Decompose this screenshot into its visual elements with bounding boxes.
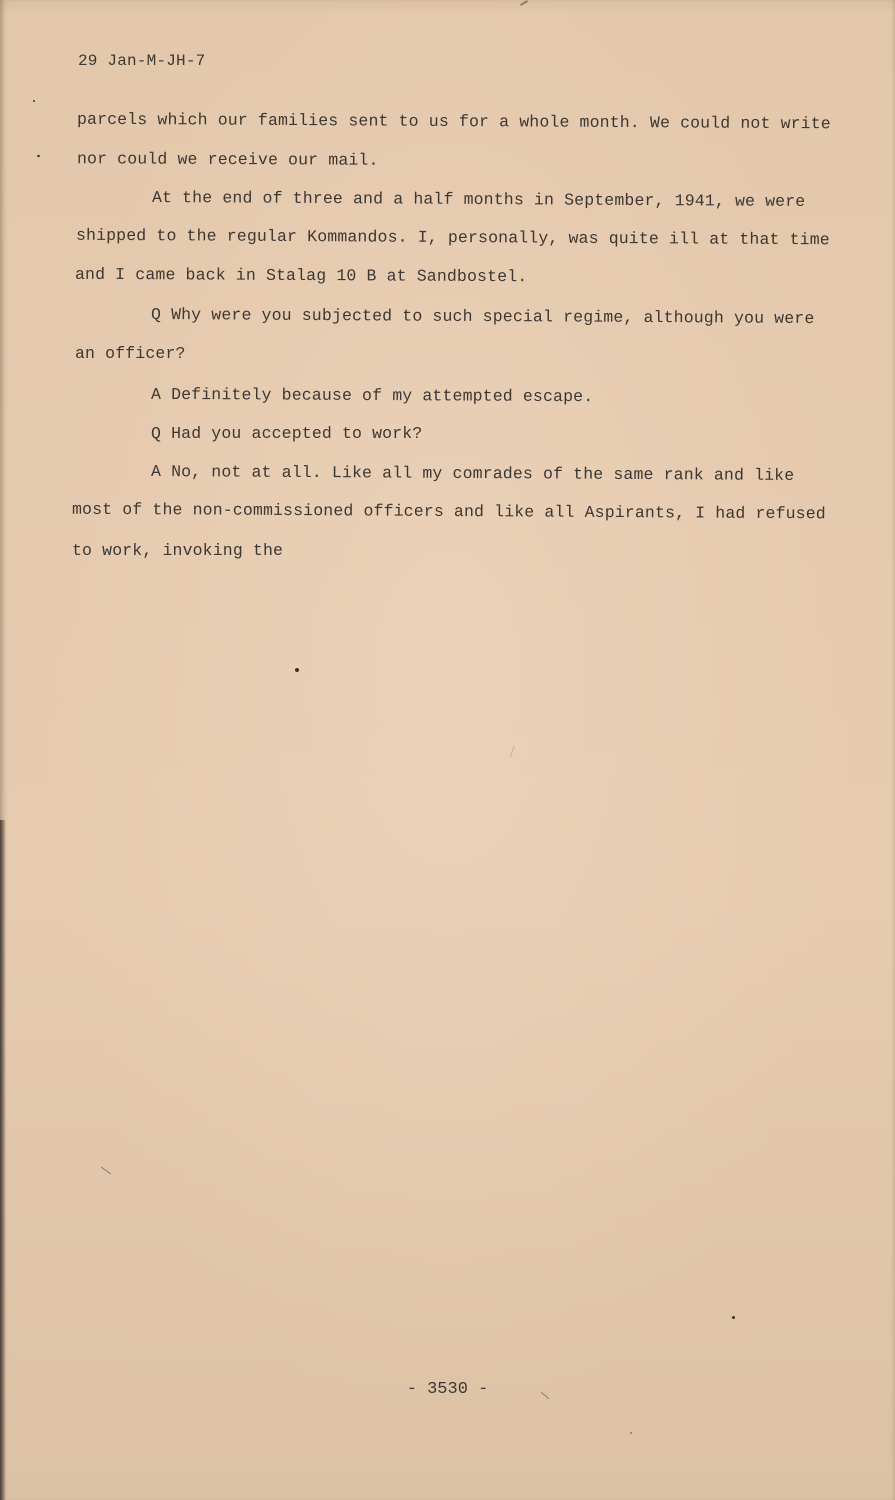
text-line: shipped to the regular Kommandos. I, personally, was quite ill at that time xyxy=(75,225,830,250)
text-line: A No, not at all. Like all my comrades of the same rank and like xyxy=(150,462,795,485)
paper-mark xyxy=(520,0,528,6)
paper-speck xyxy=(295,668,299,672)
text-line: to work, invoking the xyxy=(72,541,284,560)
paper-mark xyxy=(101,1167,111,1175)
page-number: - 3530 - xyxy=(406,1380,489,1399)
text-line: Q Had you accepted to work? xyxy=(151,424,423,443)
paper-speck xyxy=(33,100,35,102)
document-reference-header: 29 Jan-M-JH-7 xyxy=(78,52,206,70)
text-line: At the end of three and a half months in September, 1941, we were xyxy=(151,188,806,211)
paper-speck xyxy=(732,1316,735,1319)
text-line: an officer? xyxy=(75,344,186,363)
text-line: most of the non-commissioned officers and like all Aspirants, I had refused xyxy=(71,499,826,524)
paper-mark xyxy=(510,745,515,757)
text-line: nor could we receive our mail. xyxy=(76,149,379,170)
text-line: parcels which our families sent to us for a whole month. We could not write xyxy=(76,109,831,134)
text-line: and I came back in Stalag 10 B at Sandbostel. xyxy=(74,264,528,287)
text-line: Q Why were you subjected to such special regime, although you were xyxy=(150,304,815,329)
paper-speck xyxy=(37,155,40,157)
paper-speck xyxy=(630,1432,632,1434)
text-line: A Definitely because of my attempted escape. xyxy=(150,384,594,407)
